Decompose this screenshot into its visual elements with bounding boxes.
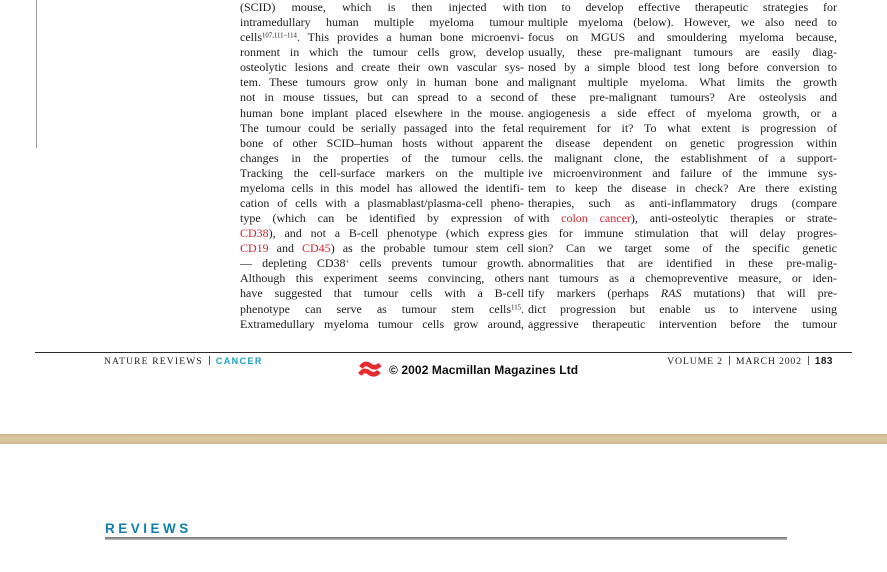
text-segment: usually, these pre-malignant tumours are easily diag- (528, 45, 837, 60)
text-segment: the disease dependent on genetic progression within (528, 135, 837, 150)
section-header-reviews: REVIEWS (105, 521, 192, 536)
text-line (528, 226, 837, 241)
text-segment: . (521, 301, 524, 316)
text-line (240, 90, 524, 105)
text-line (528, 241, 837, 256)
text-segment: nosed by a simple blood test long before conversion to (528, 60, 837, 75)
citation-superscript: 115 (511, 304, 521, 312)
text-line (240, 166, 524, 181)
text-segment: . This provides a human bone microenvi- (296, 30, 524, 45)
text-segment: angiogenesis a side effect of myeloma growth, or a (528, 105, 837, 120)
text-line (240, 226, 524, 241)
text-line (240, 181, 524, 196)
text-segment: myeloma cells in this model has allowed the identifi- (240, 180, 524, 195)
text-line (240, 256, 524, 271)
text-segment: and (268, 241, 303, 256)
text-line (528, 75, 837, 90)
text-line (240, 151, 524, 166)
inline-link[interactable]: CD45 (302, 241, 331, 256)
text-segment: tion to develop effective therapeutic strategies for (528, 0, 837, 14)
text-segment: type (which can be identified by expression of (240, 211, 524, 226)
text-segment: ), anti-osteolytic therapies or strate- (630, 211, 837, 226)
text-line (528, 166, 837, 181)
journal-footer-right (667, 356, 833, 367)
text-segment: The tumour could be serially passaged into the fetal (240, 120, 524, 135)
text-segment: of these pre-malignant tumours? Are osteolysis and (528, 90, 837, 105)
inline-link[interactable]: CD19 (240, 241, 269, 256)
journal-footer-left (104, 356, 263, 367)
text-segment: ive microenvironment and failure of the immune sys- (528, 165, 837, 180)
citation-superscript: + (345, 258, 350, 266)
text-line (528, 302, 837, 317)
text-segment: focus on MGUS and smouldering myeloma because, (528, 30, 837, 45)
text-line (528, 45, 837, 60)
text-line (240, 121, 524, 136)
copyright-text: © 2002 Macmillan Magazines Ltd (389, 363, 579, 377)
footer-divider (209, 356, 210, 365)
macmillan-logo-icon (357, 361, 383, 379)
text-segment: gies for immune stimulation that will delay progres- (528, 226, 837, 241)
text-line (240, 30, 524, 45)
text-segment: Extramedullary myeloma tumour cells grow around, (240, 316, 524, 331)
text-line (240, 45, 524, 60)
text-segment: dict progression but enable us to intervene using (528, 301, 837, 316)
text-line (240, 302, 524, 317)
text-line (528, 256, 837, 271)
footer-divider (808, 356, 809, 365)
text-segment: nant tumours as a chemopreventive measure, or iden- (528, 271, 837, 286)
page-number: 183 (814, 356, 833, 367)
text-line (240, 317, 524, 332)
text-line (528, 106, 837, 121)
text-segment: intramedullary human multiple myeloma tumour (240, 15, 524, 30)
text-segment: abnormalities that are identified in these pre-malig- (528, 256, 837, 271)
text-line (528, 90, 837, 105)
text-segment: sion? Can we target some of the specific genetic (528, 241, 837, 256)
text-segment: aggressive therapeutic intervention before the tumour (528, 316, 837, 331)
text-segment: tem to keep the disease in check? Are there existing (528, 180, 837, 195)
text-line (240, 0, 524, 15)
inline-link[interactable]: CD38 (240, 226, 269, 241)
text-segment: malignant multiple myeloma. What limits the growth (528, 75, 837, 90)
text-segment: bone of other SCID–human hosts without apparent (240, 135, 524, 150)
text-segment: with (528, 211, 562, 226)
text-segment: ), and not a B-cell phenotype (which express (268, 226, 524, 241)
text-line (240, 15, 524, 30)
journal-section-cancer[interactable]: CANCER (215, 356, 263, 366)
journal-name: NATURE REVIEWS (104, 357, 203, 367)
text-segment: osteolytic lesions and create their own vascular sys- (240, 60, 524, 75)
text-segment: — depleting CD38 (240, 256, 346, 271)
text-line (240, 136, 524, 151)
text-line (528, 271, 837, 286)
section-header-rule (105, 537, 787, 540)
text-segment: phenotype can serve as tumour stem cells (240, 301, 512, 316)
text-segment: tem. These tumours grow only in human bone and (240, 75, 524, 90)
issue-date: MARCH 2002 (735, 356, 802, 367)
left-margin-rule (36, 0, 37, 148)
text-segment: requirement for it? To what extent is progression of (528, 120, 837, 135)
text-segment: human bone implant placed elsewhere in the mouse. (240, 105, 524, 120)
text-segment: (SCID) mouse, which is then injected with (240, 0, 524, 14)
text-line (240, 271, 524, 286)
text-line (528, 121, 837, 136)
text-line (240, 211, 524, 226)
text-segment: tify markers (perhaps (528, 286, 661, 301)
text-line (528, 0, 837, 15)
text-segment: have suggested that tumour cells with a B-cell (240, 286, 524, 301)
text-line (528, 181, 837, 196)
text-line (528, 196, 837, 211)
text-line (528, 60, 837, 75)
text-segment: the malignant clone, the establishment of a support- (528, 150, 837, 165)
text-line (528, 317, 837, 332)
footer-rule (35, 352, 852, 353)
text-segment: ) as the probable tumour stem cell (330, 241, 524, 256)
text-segment: therapies, such as anti-inflammatory drugs (compare (528, 196, 837, 211)
text-line (240, 106, 524, 121)
volume-label: VOLUME 2 (667, 356, 723, 367)
page-separator-band (0, 434, 887, 444)
citation-superscript: 107,111–114 (262, 32, 297, 40)
text-line (528, 136, 837, 151)
copyright-line (357, 361, 578, 379)
text-column-left (240, 0, 524, 332)
text-line (240, 286, 524, 301)
footer-divider (729, 356, 730, 365)
text-line (528, 15, 837, 30)
text-line (528, 30, 837, 45)
inline-link[interactable]: colon cancer (561, 211, 631, 226)
text-segment: mutations) that will pre- (681, 286, 837, 301)
text-line (240, 196, 524, 211)
text-segment: changes in the properties of the tumour cells. (240, 150, 524, 165)
italic-text: RAS (660, 286, 682, 301)
text-line (528, 151, 837, 166)
text-segment: multiple myeloma (below). However, we also need to (528, 15, 837, 30)
text-segment: ronment in which the tumour cells grow, develop (240, 45, 524, 60)
text-segment: Although this experiment seems convincing, others (240, 271, 524, 286)
text-line (240, 75, 524, 90)
text-segment: cells (240, 30, 262, 45)
text-segment: cells prevents tumour growth. (349, 256, 524, 271)
text-line (528, 211, 837, 226)
text-column-right (528, 0, 837, 332)
text-segment: cation of cells with a plasmablast/plasma-cell pheno- (240, 196, 524, 211)
text-line (240, 241, 524, 256)
text-line (528, 286, 837, 301)
text-line (240, 60, 524, 75)
text-segment: not in mouse tissues, but can spread to a second (240, 90, 524, 105)
text-segment: Tracking the cell-surface markers on the multiple (240, 165, 524, 180)
